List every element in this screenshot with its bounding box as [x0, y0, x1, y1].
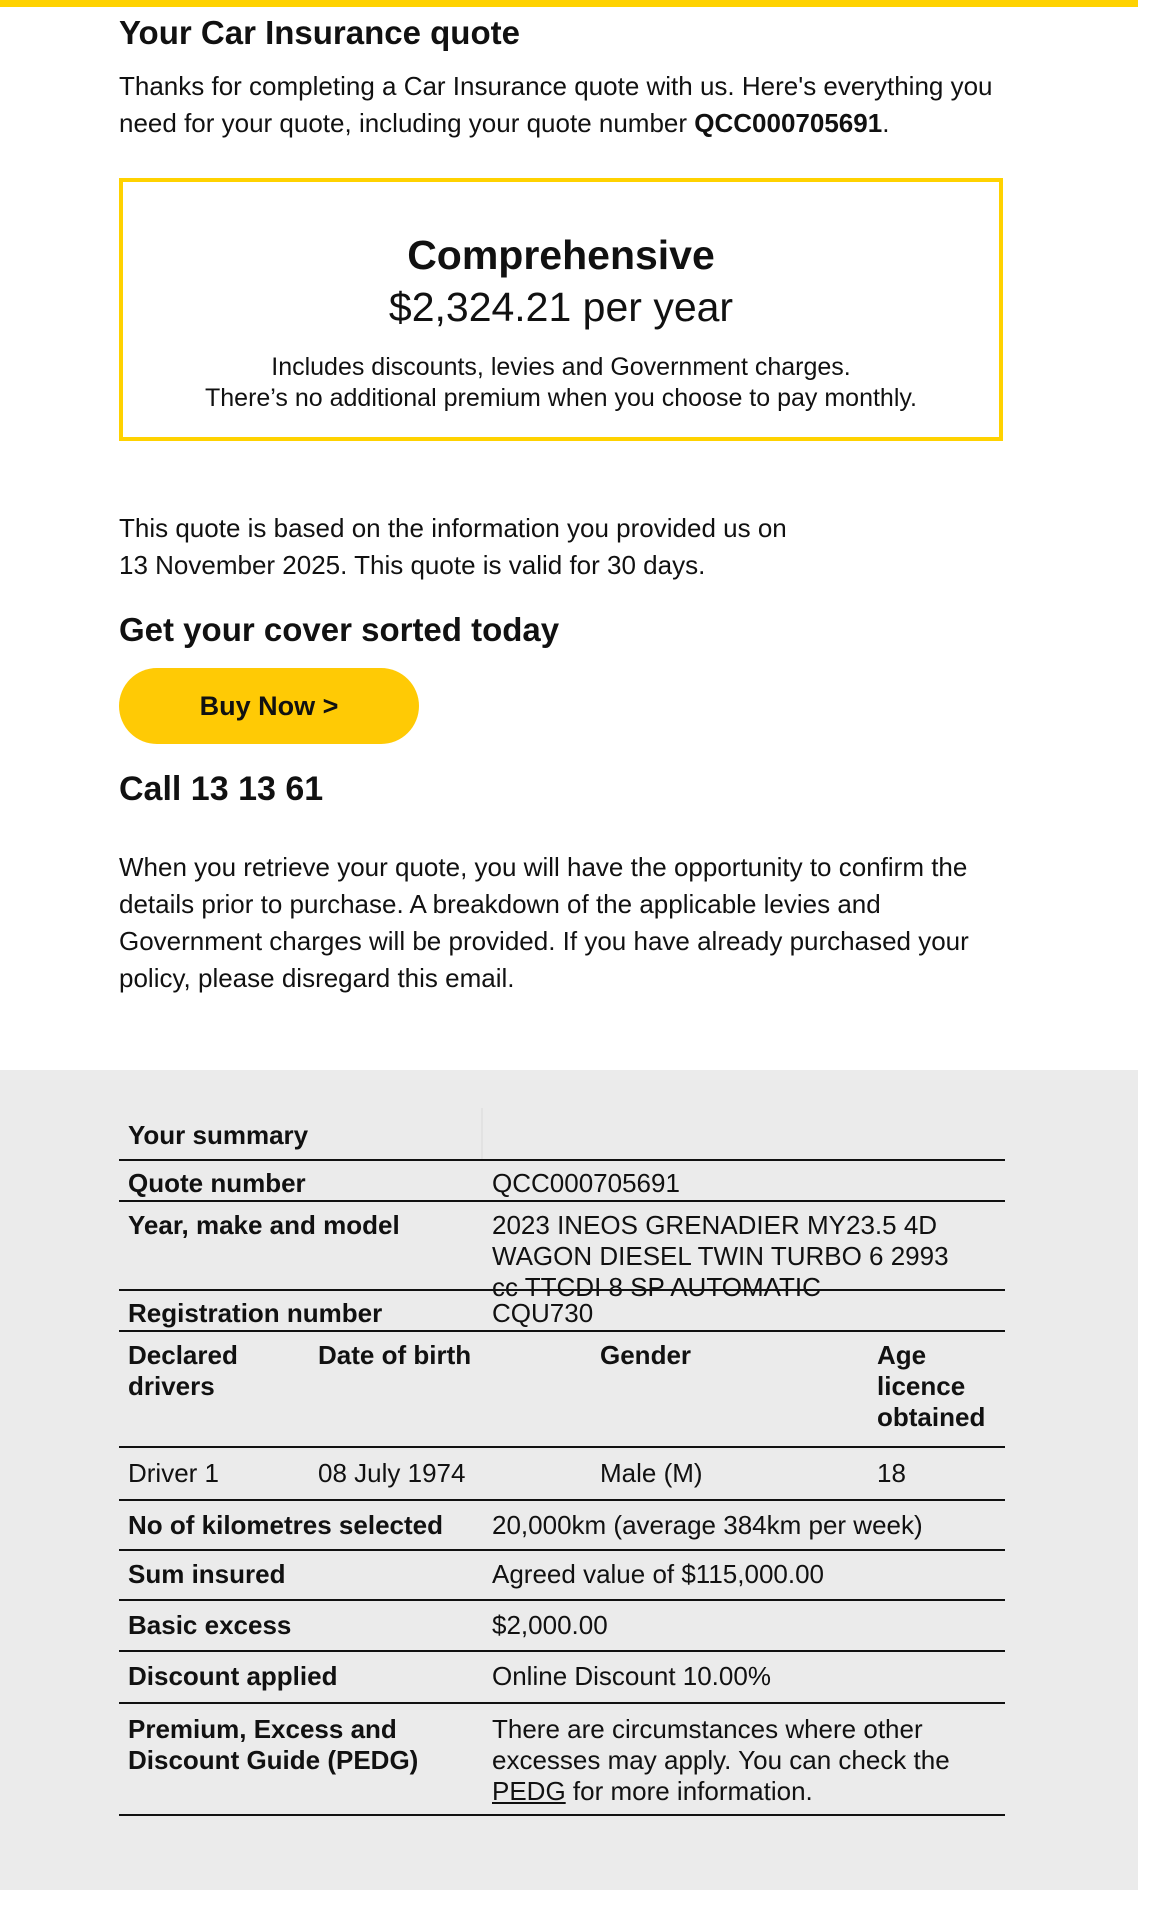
quote-box	[119, 178, 1003, 441]
call-phone-link[interactable]: Call 13 13 61	[119, 770, 324, 808]
pedg-line3	[492, 1776, 950, 1807]
excess-value: $2,000.00	[492, 1610, 608, 1640]
table-row-excess	[119, 1601, 1005, 1652]
buy-now-button[interactable]: Buy Now >	[119, 668, 419, 744]
age-licence-line2: licence	[877, 1371, 966, 1401]
driver-gender: Male (M)	[600, 1458, 703, 1488]
vehicle-line1: 2023 INEOS GRENADIER MY23.5 4D	[492, 1210, 938, 1240]
date-of-birth-header: Date of birth	[318, 1340, 472, 1370]
pedg-line2: excesses may apply. You can check the	[492, 1745, 950, 1775]
vehicle-label: Year, make and model	[128, 1210, 400, 1240]
drivers-header-row	[119, 1332, 1005, 1448]
kilometres-value: 20,000km (average 384km per week)	[492, 1510, 923, 1540]
top-accent-bar	[0, 0, 1138, 7]
discount-label: Discount applied	[128, 1661, 338, 1691]
driver-name: Driver 1	[128, 1458, 220, 1488]
validity-line1: This quote is based on the information you provided us on	[119, 513, 787, 543]
quote-number-label: Quote number	[128, 1168, 306, 1198]
page-title: Your Car Insurance quote	[119, 14, 520, 51]
pedg-link[interactable]: PEDG	[492, 1776, 566, 1806]
table-row-kilometres	[119, 1501, 1005, 1551]
vehicle-line3: cc TTCDI 8 SP AUTOMATIC	[492, 1272, 821, 1302]
driver-dob: 08 July 1974	[318, 1458, 466, 1488]
sum-insured-label: Sum insured	[128, 1559, 286, 1589]
column-divider	[481, 1108, 483, 1159]
vehicle-line2: WAGON DIESEL TWIN TURBO 6 2993	[492, 1241, 949, 1271]
table-row-discount	[119, 1652, 1005, 1704]
intro-text: Thanks for completing a Car Insurance quote with us. Here's everything you need for your quote, including your quote number	[119, 71, 993, 138]
intro-quote-number: QCC000705691	[694, 108, 883, 138]
cover-price: $2,324.21 per year	[388, 284, 734, 330]
declared-drivers-header	[128, 1340, 238, 1402]
sum-insured-value: Agreed value of $115,000.00	[492, 1559, 825, 1589]
validity-text	[119, 510, 879, 584]
declared-drivers-line2: drivers	[128, 1371, 215, 1401]
vehicle-value	[492, 1210, 949, 1303]
validity-line2: 13 November 2025. This quote is valid for 30 days.	[119, 550, 706, 580]
summary-table	[119, 1108, 1005, 1816]
table-row-vehicle	[119, 1202, 1005, 1302]
declared-drivers-line1: Declared	[128, 1340, 238, 1370]
pedg-label	[128, 1714, 418, 1776]
pedg-value	[492, 1714, 950, 1807]
excess-label: Basic excess	[128, 1610, 292, 1640]
cover-type: Comprehensive	[407, 232, 715, 278]
age-licence-header	[877, 1340, 985, 1433]
pedg-label-line1: Premium, Excess and	[128, 1714, 397, 1744]
cover-note-line1: Includes discounts, levies and Government charges.	[271, 353, 851, 381]
disclaimer-paragraph: When you retrieve your quote, you will have the opportunity to confirm the details prior to purchase. A breakdown of the applicable levies and Government charges will be provided. If you have already purchased your policy, please disregard this email.	[119, 852, 969, 993]
summary-heading-row	[119, 1108, 1005, 1161]
table-row-quote-number	[119, 1161, 1005, 1202]
pedg-label-line2: Discount Guide (PEDG)	[128, 1745, 419, 1775]
age-licence-line1: Age	[877, 1340, 927, 1370]
age-licence-line3: obtained	[877, 1402, 986, 1432]
intro-paragraph	[119, 68, 999, 142]
summary-heading: Your summary	[128, 1120, 309, 1150]
table-row-sum-insured	[119, 1551, 1005, 1601]
gender-header: Gender	[600, 1340, 692, 1370]
quote-number-value: QCC000705691	[492, 1168, 680, 1198]
table-row-pedg	[119, 1704, 1005, 1816]
cta-heading: Get your cover sorted today	[119, 611, 560, 648]
cover-note-line2: There’s no additional premium when you choose to pay monthly.	[205, 384, 917, 412]
pedg-line1: There are circumstances where other	[492, 1714, 923, 1744]
table-row-registration	[119, 1291, 1005, 1332]
registration-value: CQU730	[492, 1298, 594, 1328]
driver-age-licence: 18	[877, 1458, 906, 1488]
discount-value: Online Discount 10.00%	[492, 1661, 771, 1691]
table-row-driver	[119, 1448, 1005, 1501]
registration-label: Registration number	[128, 1298, 383, 1328]
cover-note	[123, 352, 999, 414]
intro-end: .	[882, 108, 890, 138]
kilometres-label: No of kilometres selected	[128, 1510, 443, 1540]
pedg-line3-rest: for more information.	[565, 1776, 813, 1806]
